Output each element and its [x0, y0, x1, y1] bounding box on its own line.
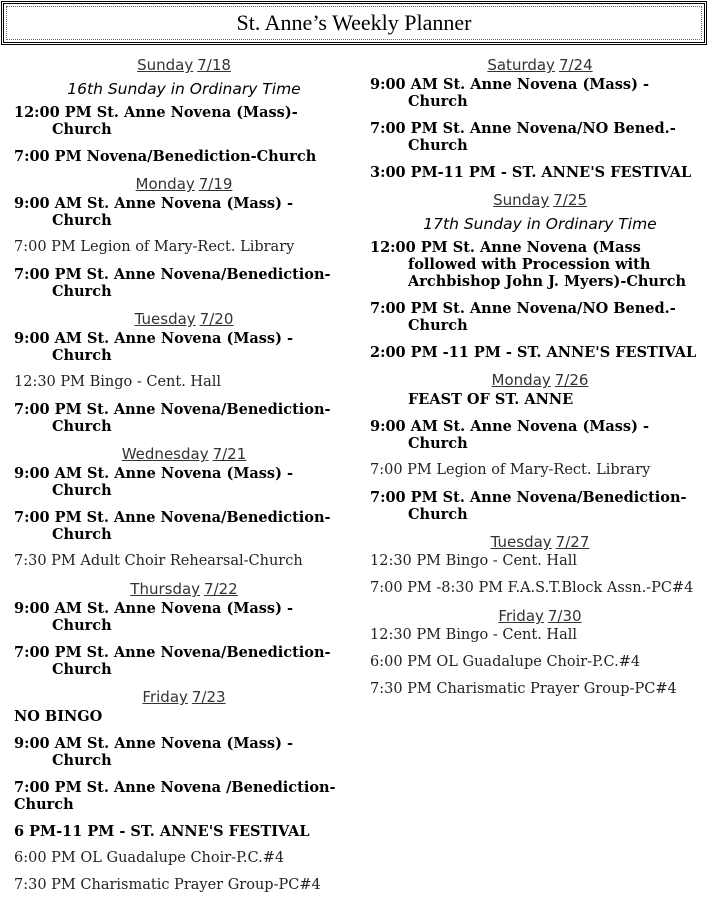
day-heading-sunday-7-25	[370, 191, 710, 209]
day-name: Tuesday	[134, 310, 196, 328]
event-item: 12:30 PM Bingo - Cent. Hall	[370, 627, 577, 643]
event-item: 9:00 AM St. Anne Novena (Mass) - Church	[370, 76, 650, 110]
day-name: Tuesday	[490, 533, 552, 551]
day-heading-thursday-7-22	[14, 580, 354, 598]
event-item: 12:30 PM Bingo - Cent. Hall	[14, 374, 221, 390]
day-heading-monday-7-26	[370, 371, 710, 389]
day-date: 7/30	[547, 607, 582, 625]
day-name: Monday	[491, 371, 551, 389]
day-heading-friday-7-30	[370, 607, 710, 625]
day-date: 7/18	[197, 56, 231, 74]
day-name: Sunday	[137, 56, 194, 74]
day-date: 7/25	[553, 191, 587, 209]
day-name: Thursday	[130, 580, 201, 598]
event-item: 7:00 PM St. Anne Novena/Benediction-Church	[14, 644, 331, 678]
day-heading-friday-7-23	[14, 688, 354, 706]
event-item: 7:00 PM Legion of Mary-Rect. Library	[14, 239, 295, 255]
feast-label: FEAST OF ST. ANNE	[408, 391, 574, 408]
event-item: 7:00 PM St. Anne Novena/NO Bened.-Church	[370, 120, 676, 154]
day-name: Friday	[498, 607, 544, 625]
right-column	[370, 52, 710, 708]
event-item: 9:00 AM St. Anne Novena (Mass) - Church	[14, 600, 294, 634]
event-item: 9:00 AM St. Anne Novena (Mass) - Church	[14, 735, 294, 769]
event-item: 7:30 PM Charismatic Prayer Group-PC#4	[14, 877, 321, 893]
event-item: 9:00 AM St. Anne Novena (Mass) - Church	[14, 330, 294, 364]
day-heading-sunday-7-18	[14, 56, 354, 74]
event-item: 7:00 PM -8:30 PM F.A.S.T.Block Assn.-PC#4	[370, 580, 694, 596]
event-item: 9:00 AM St. Anne Novena (Mass) - Church	[14, 465, 294, 499]
event-item: 9:00 AM St. Anne Novena (Mass) - Church	[370, 418, 650, 452]
event-item: 6:00 PM OL Guadalupe Choir-P.C.#4	[14, 850, 285, 866]
event-item: 9:00 AM St. Anne Novena (Mass) - Church	[14, 195, 294, 229]
event-item: 7:00 PM St. Anne Novena/Benediction-Church	[14, 509, 331, 543]
event-item: 6 PM-11 PM - ST. ANNE'S FESTIVAL	[14, 823, 310, 840]
event-item: 7:30 PM Charismatic Prayer Group-PC#4	[370, 681, 677, 697]
event-item: 3:00 PM-11 PM - ST. ANNE'S FESTIVAL	[370, 164, 692, 181]
liturgical-day: 17th Sunday in Ordinary Time	[423, 215, 657, 233]
planner-title-box	[1, 1, 707, 45]
day-date: 7/27	[555, 533, 590, 551]
day-name: Friday	[142, 688, 188, 706]
event-item: 2:00 PM -11 PM - ST. ANNE'S FESTIVAL	[370, 344, 697, 361]
event-item: NO BINGO	[14, 708, 103, 725]
page-title: St. Anne’s Weekly Planner	[236, 10, 472, 35]
day-date: 7/19	[198, 175, 233, 193]
event-item: 12:00 PM St. Anne Novena (Mass)-Church	[14, 104, 298, 138]
day-name: Saturday	[487, 56, 555, 74]
day-date: 7/24	[558, 56, 593, 74]
event-item: 7:00 PM St. Anne Novena/NO Bened.-Church	[370, 300, 676, 334]
day-name: Wednesday	[121, 445, 209, 463]
liturgical-day: 16th Sunday in Ordinary Time	[67, 80, 301, 98]
day-heading-wednesday-7-21	[14, 445, 354, 463]
day-heading-tuesday-7-27	[370, 533, 710, 551]
event-item: 7:00 PM Legion of Mary-Rect. Library	[370, 462, 651, 478]
day-date: 7/21	[212, 445, 247, 463]
event-item: 7:00 PM St. Anne Novena/Benediction-Church	[14, 401, 331, 435]
event-item: 7:00 PM St. Anne Novena/Benediction-Church	[14, 266, 331, 300]
event-item: 12:30 PM Bingo - Cent. Hall	[370, 553, 577, 569]
event-item: 6:00 PM OL Guadalupe Choir-P.C.#4	[370, 654, 641, 670]
event-item: 7:00 PM Novena/Benediction-Church	[14, 148, 317, 165]
event-item: 7:30 PM Adult Choir Rehearsal-Church	[14, 553, 303, 569]
event-item: 7:00 PM St. Anne Novena/Benediction-Church	[370, 489, 687, 523]
day-date: 7/26	[554, 371, 589, 389]
day-heading-monday-7-19	[14, 175, 354, 193]
day-date: 7/20	[199, 310, 234, 328]
day-date: 7/22	[204, 580, 238, 598]
day-heading-saturday-7-24	[370, 56, 710, 74]
day-name: Monday	[135, 175, 195, 193]
left-column	[14, 52, 354, 904]
day-heading-tuesday-7-20	[14, 310, 354, 328]
event-item: 12:00 PM St. Anne Novena (Mass followed with Procession with Archbishop John J. Myers)-Church	[370, 239, 686, 290]
day-date: 7/23	[191, 688, 226, 706]
day-name: Sunday	[493, 191, 550, 209]
event-item: 7:00 PM St. Anne Novena /Benediction-Church	[14, 779, 336, 813]
